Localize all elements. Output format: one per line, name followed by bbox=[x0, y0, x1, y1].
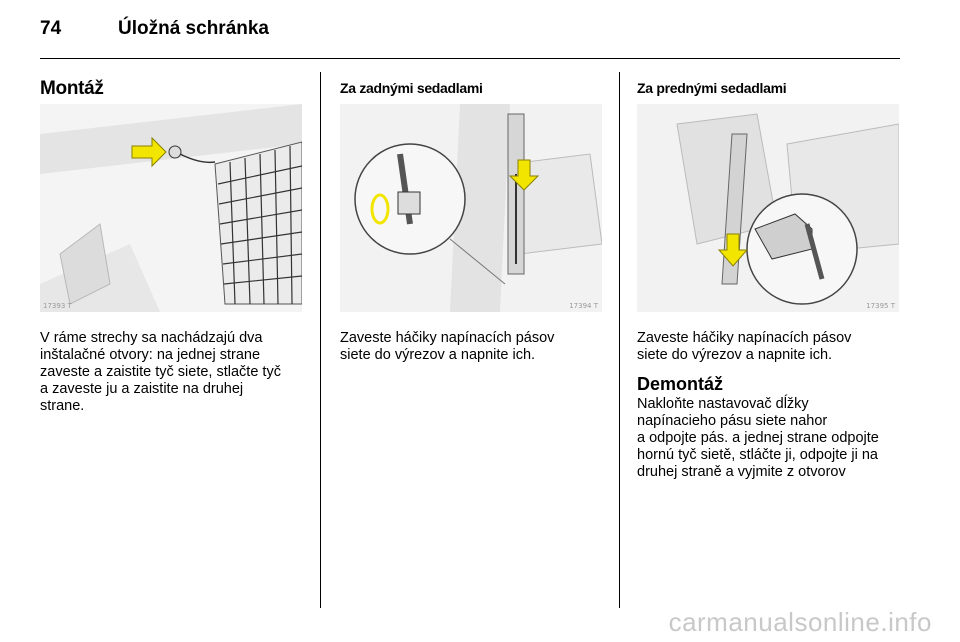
text-line: V ráme strechy sa nachádzajú dva bbox=[40, 330, 263, 346]
text-line: Zaveste háčiky napínacích pásov bbox=[637, 330, 852, 346]
column-divider-2 bbox=[619, 72, 620, 608]
section-heading-front-seats: Za prednými sedadlami bbox=[637, 80, 787, 96]
montaz-text bbox=[40, 330, 306, 415]
section-heading-montaz: Montáž bbox=[40, 78, 104, 99]
text-line: siete do výrezov a napnite ich. bbox=[637, 347, 833, 363]
column-front-seats bbox=[637, 74, 899, 96]
demontaz-text bbox=[637, 396, 903, 481]
column-rear-seats bbox=[340, 74, 602, 96]
text-line: a odpojte pás. a jednej strane odpojte bbox=[637, 430, 879, 446]
watermark: carmanualsonline.info bbox=[668, 607, 932, 637]
figure-front-seats bbox=[637, 104, 899, 312]
column-divider-1 bbox=[320, 72, 321, 608]
text-line: napínacieho pásu siete nahor bbox=[637, 413, 828, 429]
text-line: Zaveste háčiky napínacích pásov bbox=[340, 330, 555, 346]
page-title: Úložná schránka bbox=[118, 18, 269, 39]
text-line: hornú tyč sietě, stláčte ji, odpojte ji na bbox=[637, 447, 878, 463]
figure-rear-seats bbox=[340, 104, 602, 312]
front-seats-text bbox=[637, 330, 903, 364]
page-number: 74 bbox=[40, 18, 62, 39]
section-heading-rear-seats: Za zadnými sedadlami bbox=[340, 80, 483, 96]
figure-code: 17393 T bbox=[43, 302, 72, 310]
figure-code: 17394 T bbox=[569, 302, 598, 310]
text-line: inštalačné otvory: na jednej strane bbox=[40, 347, 261, 363]
column-montaz bbox=[40, 74, 302, 100]
text-line: Nakloňte nastavovač dĺžky bbox=[637, 396, 809, 412]
text-line: siete do výrezov a napnite ich. bbox=[340, 347, 536, 363]
figure-code: 17395 T bbox=[866, 302, 895, 310]
text-line: a zaveste ju a zaistite na druhej bbox=[40, 381, 244, 397]
text-line: druhej straně a vyjmite z otvorov bbox=[637, 464, 846, 480]
text-line: zaveste a zaistite tyč siete, stlačte tyč bbox=[40, 364, 281, 380]
header-rule bbox=[40, 58, 900, 59]
section-heading-demontaz: Demontáž bbox=[637, 374, 724, 394]
figure-roof-mount bbox=[40, 104, 302, 312]
text-line: strane. bbox=[40, 398, 85, 414]
rear-seats-text bbox=[340, 330, 606, 364]
